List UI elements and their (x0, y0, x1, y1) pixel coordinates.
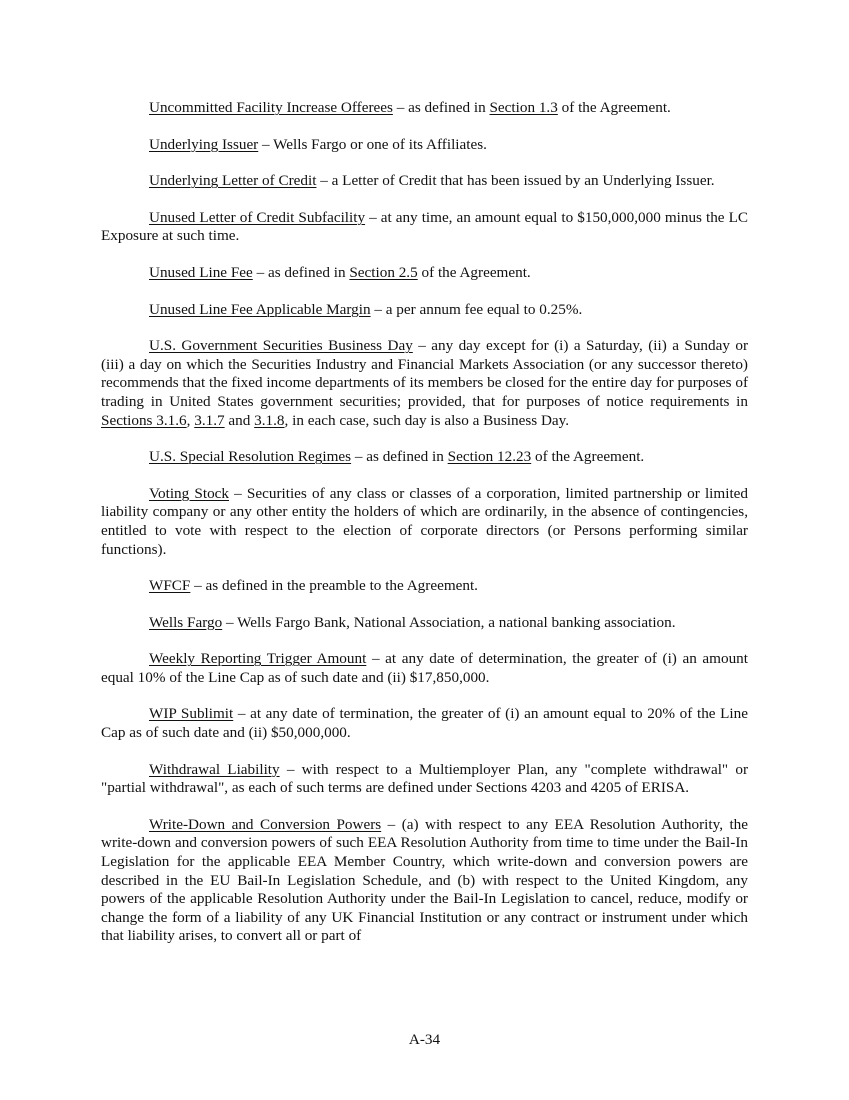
defined-term: Wells Fargo (149, 613, 223, 631)
defined-term: Unused Line Fee (149, 263, 253, 281)
definition-text: – at any date of determination, the greater of (i) an amount equal 10% of the Line Cap as of such date and (ii) $17,850,000. (101, 650, 748, 686)
definition-text: – Wells Fargo or one of its Affiliates. (258, 135, 487, 153)
defined-term: U.S. Special Resolution Regimes (149, 448, 352, 466)
definition-paragraph (101, 761, 748, 798)
definition-paragraph (101, 337, 748, 430)
page-number: A-34 (408, 1031, 441, 1048)
definition-paragraph (101, 301, 748, 320)
definition-text: , (186, 411, 195, 429)
section-reference: Sections 3.1.6 (101, 411, 187, 429)
defined-term: WFCF (149, 577, 191, 595)
definition-text: of the Agreement. (557, 99, 671, 116)
definition-paragraph (101, 816, 748, 946)
definition-text: – at any time, an amount equal to $150,000,000 minus the LC Exposure at such time. (101, 208, 748, 245)
definition-text: , in each case, such day is also a Business Day. (284, 411, 570, 429)
defined-term: Unused Letter of Credit Subfacility (149, 208, 366, 226)
defined-term: Withdrawal Liability (149, 760, 280, 778)
section-reference: Section 12.23 (447, 448, 532, 466)
defined-term: Unused Line Fee Applicable Margin (149, 300, 371, 318)
definition-text: – a Letter of Credit that has been issued by an Underlying Issuer. (316, 172, 715, 190)
definition-paragraph (101, 136, 748, 155)
definition-text: – (a) with respect to any EEA Resolution Authority, the write-down and conversion powers of such EEA Resolution Authority from time to time under the Bail-In Legislation for the applicable EEA Member Country, which write-down and conversion powers are described in the EU Bail-In Legislation Schedule, and (b) with respect to the United Kingdom, any powers of the applicable Resolution Authority under the Bail-In Legislation to cancel, reduce, modify or change the form of a liability of any UK Financial Institution or any contract or instrument under which that liability arises, to convert all or part of (101, 815, 748, 945)
document-page (101, 99, 748, 946)
defined-term: Uncommitted Facility Increase Offerees (149, 99, 393, 116)
defined-term: Voting Stock (149, 484, 229, 502)
section-reference: Section 1.3 (489, 99, 558, 116)
definition-text: and (224, 411, 255, 429)
definition-paragraph (101, 614, 748, 633)
definition-paragraph (101, 99, 748, 118)
defined-term: Underlying Issuer (149, 135, 259, 153)
definition-paragraph (101, 577, 748, 596)
definition-text: – as defined in the preamble to the Agreement. (190, 577, 478, 595)
definition-paragraph (101, 264, 748, 283)
defined-term: WIP Sublimit (149, 705, 234, 723)
definition-paragraph (101, 209, 748, 246)
definition-text: – at any date of termination, the greater of (i) an amount equal to 20% of the Line Cap as of such date and (ii) $50,000,000. (101, 705, 748, 742)
section-reference: 3.1.8 (254, 411, 285, 429)
definition-paragraph (101, 650, 748, 687)
definition-text: – Wells Fargo Bank, National Association, a national banking association. (222, 613, 676, 631)
defined-term: Write-Down and Conversion Powers (149, 815, 382, 833)
definition-text: of the Agreement. (417, 263, 531, 281)
definition-text: of the Agreement. (531, 448, 645, 466)
definition-text: – Securities of any class or classes of a corporation, limited partnership or limited liability company or any other entity the holders of which are ordinarily, in the absence of contingencies, entitled to vote with respect to the election of corporate directors (or Persons performing similar functions). (101, 484, 748, 558)
defined-term: U.S. Government Securities Business Day (149, 337, 413, 355)
definition-text: – as defined in (392, 99, 490, 116)
definition-text: – any day except for (i) a Saturday, (ii) a Sunday or (iii) a day on which the Securities Industry and Financial Markets Association (or any successor thereto) recommends that the fixed income departments of its members be closed for the entire day for purposes of trading in United States government securities; provided, that for purposes of notice requirements in (101, 337, 749, 410)
definition-paragraph (101, 705, 748, 742)
defined-term: Weekly Reporting Trigger Amount (149, 650, 367, 668)
definition-paragraph (101, 485, 748, 559)
definition-text: – as defined in (252, 263, 350, 281)
section-reference: Section 2.5 (349, 263, 418, 281)
definition-text: – as defined in (351, 448, 448, 466)
section-reference: 3.1.7 (194, 411, 225, 429)
definition-paragraph (101, 448, 748, 467)
definition-text: – with respect to a Multiemployer Plan, any "complete withdrawal" or "partial withdrawal", as each of such terms are defined under Sections 4203 and 4205 of ERISA. (101, 760, 748, 797)
defined-term: Underlying Letter of Credit (149, 172, 317, 190)
definition-text: – a per annum fee equal to 0.25%. (370, 300, 583, 318)
definition-paragraph (101, 172, 748, 191)
